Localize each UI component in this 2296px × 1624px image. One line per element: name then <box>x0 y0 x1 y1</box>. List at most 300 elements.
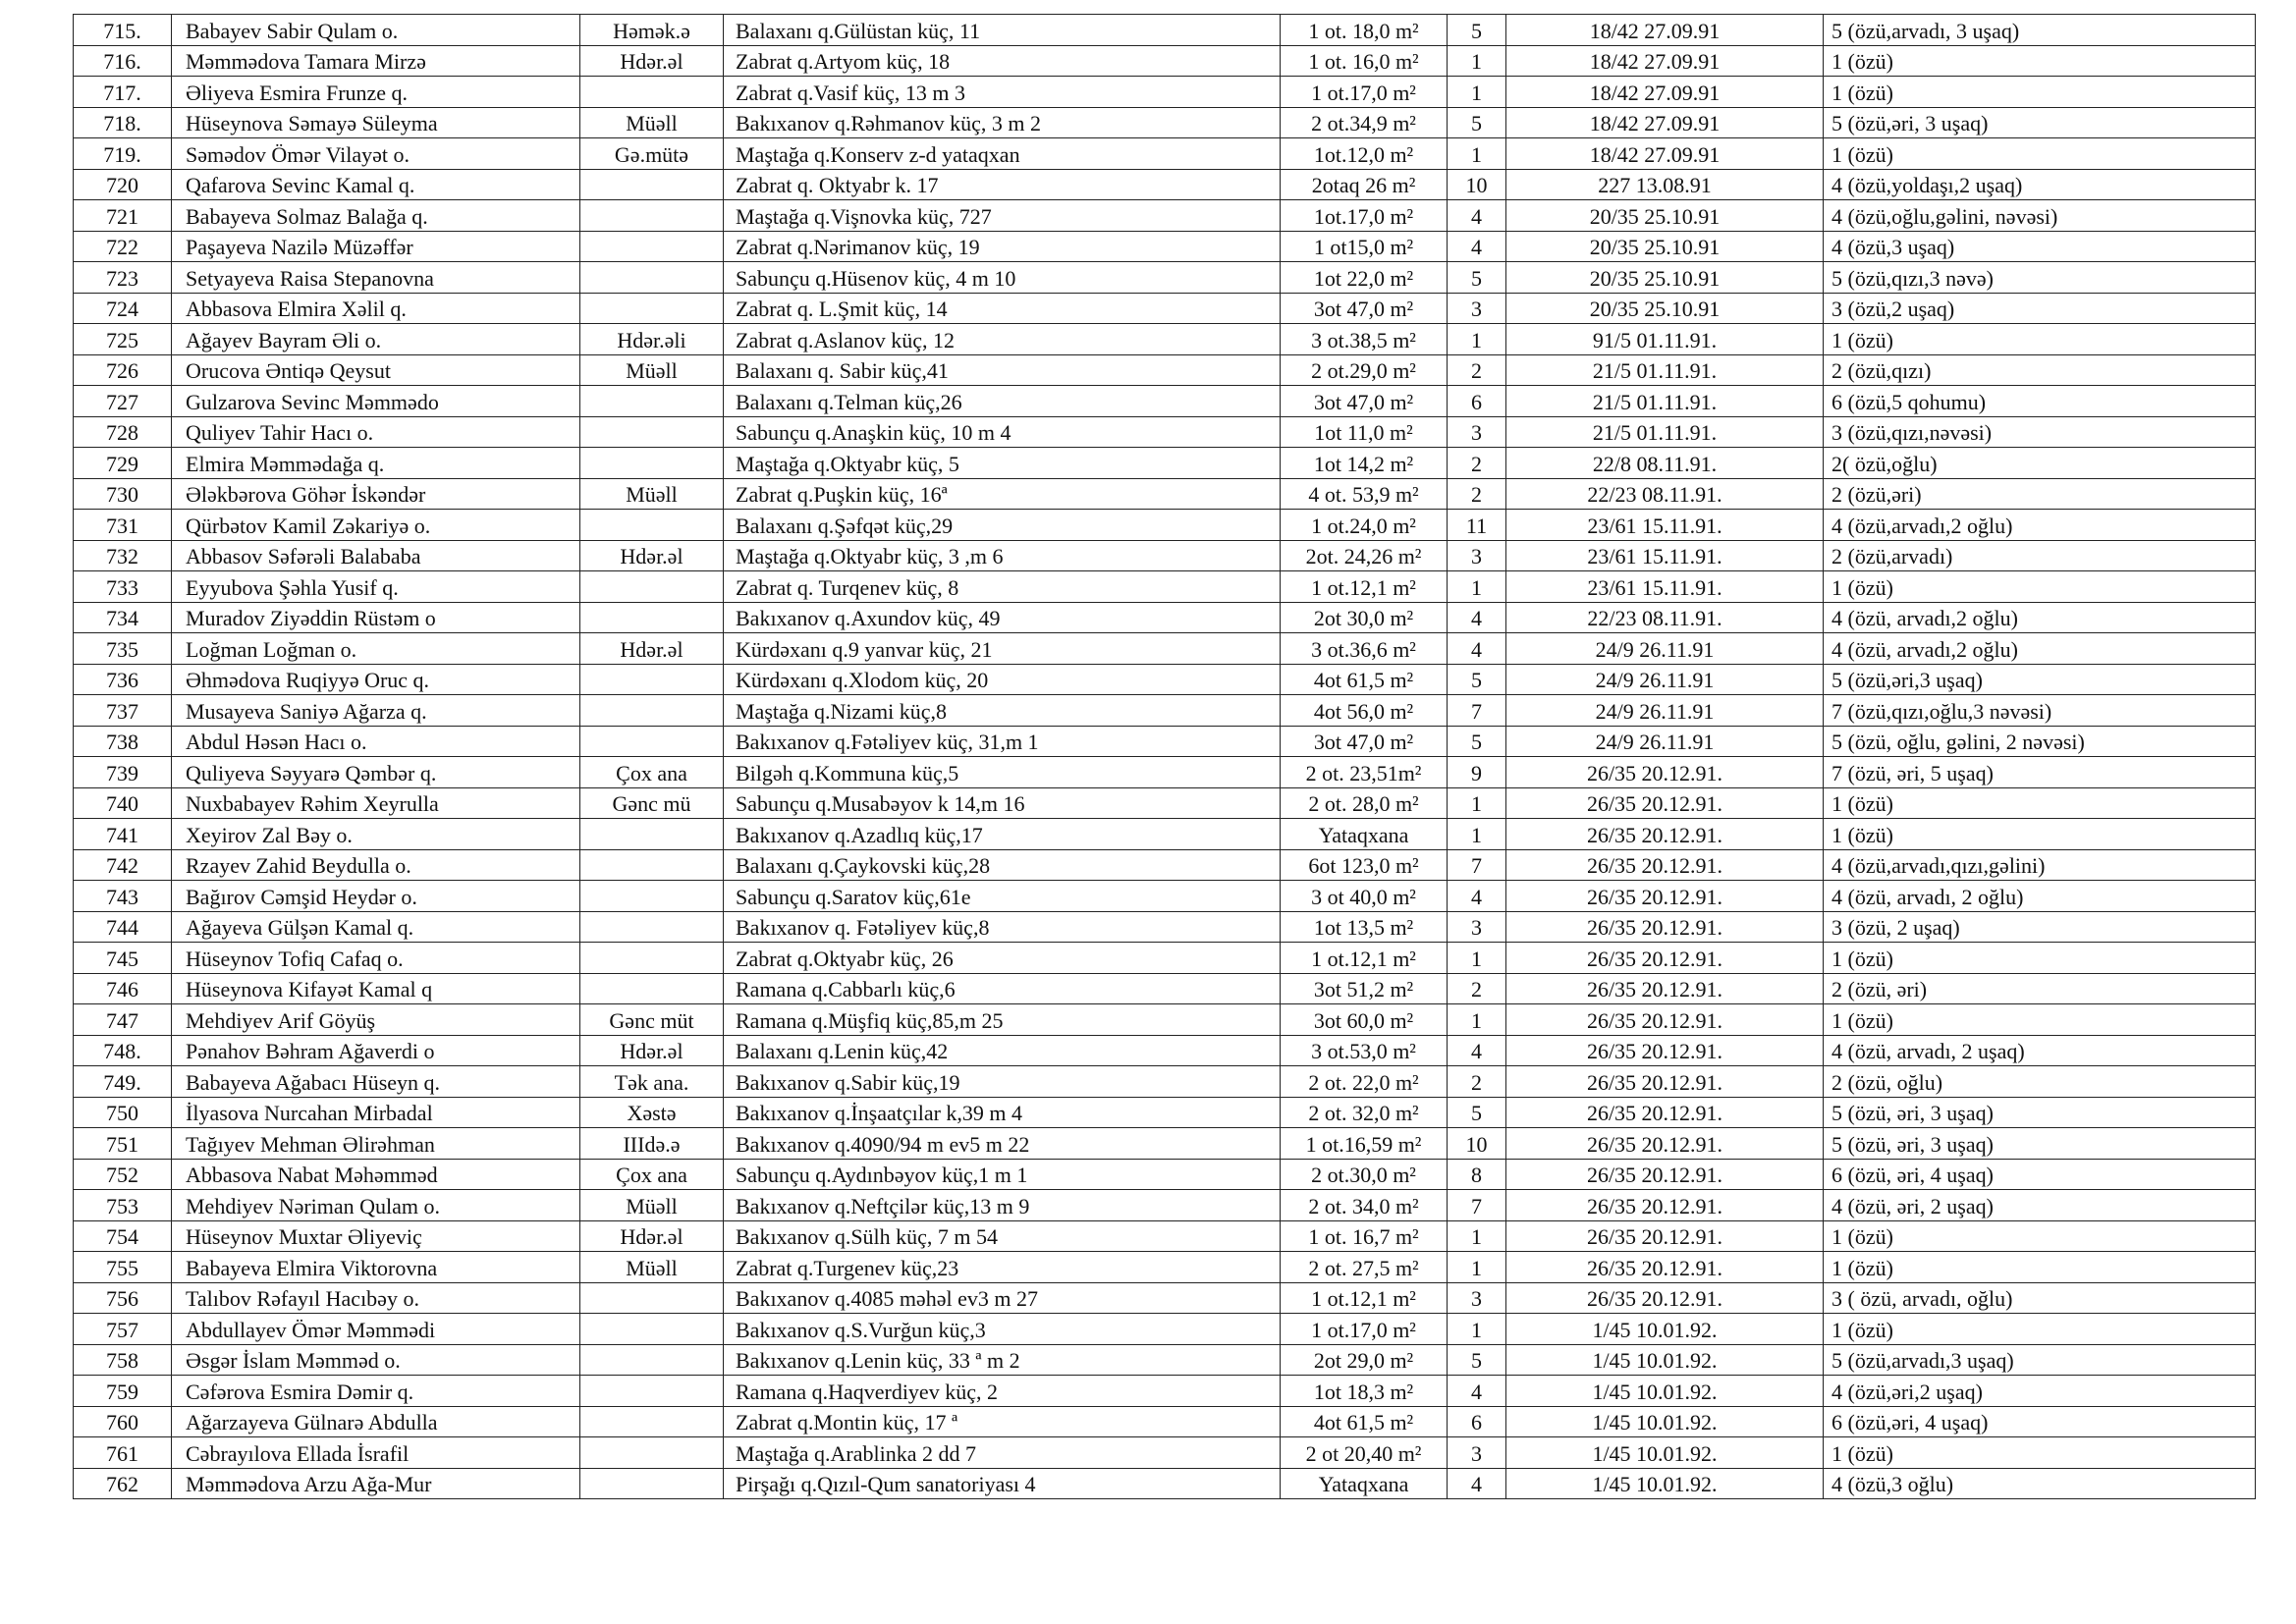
table-row <box>74 911 2256 943</box>
person-name-cell: Hüseynov Tofiq Cafaq o. <box>172 943 580 974</box>
household-count-cell: 4 <box>1448 1035 1506 1066</box>
category-cell <box>580 571 724 603</box>
person-name-cell: Babayeva Solmaz Balağa q. <box>172 200 580 232</box>
row-number-cell: 758 <box>74 1344 172 1376</box>
table-row <box>74 200 2256 232</box>
decision-date-cell: 1/45 10.01.92. <box>1506 1437 1824 1469</box>
row-number-cell: 757 <box>74 1314 172 1345</box>
person-name-cell: Orucova Əntiqə Qeysut <box>172 354 580 386</box>
category-cell <box>580 726 724 757</box>
living-area-cell: Yataqxana <box>1281 819 1448 850</box>
row-number-cell: 719. <box>74 138 172 170</box>
family-composition-cell: 1 (özü) <box>1824 324 2256 355</box>
decision-date-cell: 26/35 20.12.91. <box>1506 757 1824 788</box>
household-count-cell: 4 <box>1448 633 1506 665</box>
person-name-cell: Musayeva Saniyə Ağarza q. <box>172 695 580 727</box>
row-number-cell: 722 <box>74 231 172 262</box>
row-number-cell: 744 <box>74 911 172 943</box>
category-cell <box>580 1406 724 1437</box>
person-name-cell: İlyasova Nurcahan Mirbadal <box>172 1097 580 1128</box>
person-name-cell: Tağıyev Mehman Əlirəhman <box>172 1128 580 1160</box>
decision-date-cell: 26/35 20.12.91. <box>1506 1128 1824 1160</box>
family-composition-cell: 7 (özü, əri, 5 uşaq) <box>1824 757 2256 788</box>
address-cell: Bakıxanov q.Axundov küç, 49 <box>724 602 1281 633</box>
decision-date-cell: 24/9 26.11.91 <box>1506 726 1824 757</box>
category-cell <box>580 911 724 943</box>
housing-waitlist-page <box>73 14 2255 1499</box>
household-count-cell: 3 <box>1448 293 1506 324</box>
category-cell <box>580 231 724 262</box>
person-name-cell: Qafarova Sevinc Kamal q. <box>172 169 580 200</box>
family-composition-cell: 4 (özü,3 uşaq) <box>1824 231 2256 262</box>
address-cell: Zabrat q.Nərimanov küç, 19 <box>724 231 1281 262</box>
address-cell: Ramana q.Cabbarlı küç,6 <box>724 973 1281 1004</box>
table-row <box>74 293 2256 324</box>
row-number-cell: 723 <box>74 262 172 294</box>
household-count-cell: 7 <box>1448 1190 1506 1221</box>
household-count-cell: 1 <box>1448 1220 1506 1252</box>
decision-date-cell: 22/23 08.11.91. <box>1506 602 1824 633</box>
row-number-cell: 727 <box>74 386 172 417</box>
family-composition-cell: 2 (özü,arvadı) <box>1824 540 2256 571</box>
person-name-cell: Rzayev Zahid Beydulla o. <box>172 849 580 881</box>
living-area-cell: 1ot 18,3 m² <box>1281 1376 1448 1407</box>
living-area-cell: 2ot 30,0 m² <box>1281 602 1448 633</box>
household-count-cell: 1 <box>1448 1004 1506 1036</box>
person-name-cell: Əsgər İslam Məmməd o. <box>172 1344 580 1376</box>
category-cell: Hdər.əl <box>580 633 724 665</box>
living-area-cell: 3 ot.36,6 m² <box>1281 633 1448 665</box>
person-name-cell: Məmmədova Tamara Mirzə <box>172 45 580 77</box>
row-number-cell: 718. <box>74 107 172 138</box>
table-row <box>74 1282 2256 1314</box>
address-cell: Maştağa q.Konserv z-d yataqxan <box>724 138 1281 170</box>
household-count-cell: 5 <box>1448 15 1506 46</box>
decision-date-cell: 26/35 20.12.91. <box>1506 1035 1824 1066</box>
person-name-cell: Hüseynov Muxtar Əliyeviç <box>172 1220 580 1252</box>
living-area-cell: 3ot 47,0 m² <box>1281 386 1448 417</box>
person-name-cell: Bağırov Cəmşid Heydər o. <box>172 881 580 912</box>
living-area-cell: 2 ot.34,9 m² <box>1281 107 1448 138</box>
address-cell: Maştağa q.Nizami küç,8 <box>724 695 1281 727</box>
category-cell: Çox ana <box>580 757 724 788</box>
table-row <box>74 324 2256 355</box>
address-cell: Bakıxanov q.4090/94 m ev5 m 22 <box>724 1128 1281 1160</box>
category-cell: Hdər.əl <box>580 540 724 571</box>
household-count-cell: 4 <box>1448 1468 1506 1499</box>
family-composition-cell: 3 (özü, 2 uşaq) <box>1824 911 2256 943</box>
row-number-cell: 749. <box>74 1066 172 1098</box>
address-cell: Bakıxanov q.Sabir küç,19 <box>724 1066 1281 1098</box>
table-row <box>74 1344 2256 1376</box>
household-count-cell: 1 <box>1448 787 1506 819</box>
family-composition-cell: 1 (özü) <box>1824 1437 2256 1469</box>
category-cell <box>580 695 724 727</box>
housing-waitlist-table <box>73 14 2256 1499</box>
household-count-cell: 6 <box>1448 1406 1506 1437</box>
address-cell: Pirşağı q.Qızıl-Qum sanatoriyası 4 <box>724 1468 1281 1499</box>
table-row <box>74 881 2256 912</box>
table-row <box>74 1252 2256 1283</box>
row-number-cell: 752 <box>74 1159 172 1190</box>
table-row <box>74 787 2256 819</box>
decision-date-cell: 26/35 20.12.91. <box>1506 1004 1824 1036</box>
living-area-cell: Yataqxana <box>1281 1468 1448 1499</box>
table-row <box>74 77 2256 108</box>
decision-date-cell: 23/61 15.11.91. <box>1506 540 1824 571</box>
household-count-cell: 1 <box>1448 138 1506 170</box>
row-number-cell: 761 <box>74 1437 172 1469</box>
decision-date-cell: 20/35 25.10.91 <box>1506 293 1824 324</box>
household-count-cell: 2 <box>1448 354 1506 386</box>
person-name-cell: Səmədov Ömər Vilayət o. <box>172 138 580 170</box>
family-composition-cell: 2 (özü, oğlu) <box>1824 1066 2256 1098</box>
living-area-cell: 3ot 47,0 m² <box>1281 293 1448 324</box>
person-name-cell: Mehdiyev Arif Göyüş <box>172 1004 580 1036</box>
family-composition-cell: 1 (özü) <box>1824 819 2256 850</box>
family-composition-cell: 6 (özü, əri, 4 uşaq) <box>1824 1159 2256 1190</box>
household-count-cell: 7 <box>1448 695 1506 727</box>
table-row <box>74 169 2256 200</box>
category-cell <box>580 510 724 541</box>
family-composition-cell: 2 (özü,qızı) <box>1824 354 2256 386</box>
row-number-cell: 754 <box>74 1220 172 1252</box>
living-area-cell: 2ot. 24,26 m² <box>1281 540 1448 571</box>
row-number-cell: 741 <box>74 819 172 850</box>
category-cell: Müəll <box>580 1190 724 1221</box>
household-count-cell: 1 <box>1448 324 1506 355</box>
table-row <box>74 1437 2256 1469</box>
family-composition-cell: 4 (özü, arvadı, 2 uşaq) <box>1824 1035 2256 1066</box>
table-row <box>74 943 2256 974</box>
address-cell: Zabrat q.Puşkin küç, 16ª <box>724 478 1281 510</box>
living-area-cell: 2 ot. 28,0 m² <box>1281 787 1448 819</box>
category-cell <box>580 664 724 695</box>
family-composition-cell: 2( özü,oğlu) <box>1824 448 2256 479</box>
decision-date-cell: 18/42 27.09.91 <box>1506 45 1824 77</box>
address-cell: Zabrat q.Artyom küç, 18 <box>724 45 1281 77</box>
table-row <box>74 849 2256 881</box>
address-cell: Balaxanı q.Telman küç,26 <box>724 386 1281 417</box>
row-number-cell: 738 <box>74 726 172 757</box>
person-name-cell: Qürbətov Kamil Zəkariyə o. <box>172 510 580 541</box>
family-composition-cell: 4 (özü,əri,2 uşaq) <box>1824 1376 2256 1407</box>
category-cell <box>580 973 724 1004</box>
family-composition-cell: 7 (özü,qızı,oğlu,3 nəvəsi) <box>1824 695 2256 727</box>
address-cell: Sabunçu q.Saratov küç,61e <box>724 881 1281 912</box>
category-cell <box>580 881 724 912</box>
living-area-cell: 1ot.17,0 m² <box>1281 200 1448 232</box>
living-area-cell: 2otaq 26 m² <box>1281 169 1448 200</box>
family-composition-cell: 4 (özü,oğlu,gəlini, nəvəsi) <box>1824 200 2256 232</box>
row-number-cell: 759 <box>74 1376 172 1407</box>
category-cell <box>580 1344 724 1376</box>
address-cell: Maştağa q.Oktyabr küç, 5 <box>724 448 1281 479</box>
decision-date-cell: 26/35 20.12.91. <box>1506 1220 1824 1252</box>
family-composition-cell: 1 (özü) <box>1824 1314 2256 1345</box>
household-count-cell: 1 <box>1448 45 1506 77</box>
family-composition-cell: 1 (özü) <box>1824 138 2256 170</box>
decision-date-cell: 20/35 25.10.91 <box>1506 262 1824 294</box>
household-count-cell: 5 <box>1448 107 1506 138</box>
living-area-cell: 1 ot. 16,7 m² <box>1281 1220 1448 1252</box>
table-row <box>74 262 2256 294</box>
decision-date-cell: 1/45 10.01.92. <box>1506 1468 1824 1499</box>
family-composition-cell: 5 (özü,əri, 3 uşaq) <box>1824 107 2256 138</box>
family-composition-cell: 5 (özü,arvadı,3 uşaq) <box>1824 1344 2256 1376</box>
category-cell: Hdər.əli <box>580 324 724 355</box>
person-name-cell: Cəfərova Esmira Dəmir q. <box>172 1376 580 1407</box>
living-area-cell: 2 ot. 22,0 m² <box>1281 1066 1448 1098</box>
person-name-cell: Elmira Məmmədağa q. <box>172 448 580 479</box>
person-name-cell: Pənahov Bəhram Ağaverdi o <box>172 1035 580 1066</box>
family-composition-cell: 6 (özü,5 qohumu) <box>1824 386 2256 417</box>
person-name-cell: Hüseynova Səmayə Süleyma <box>172 107 580 138</box>
person-name-cell: Cəbrayılova Ellada İsrafil <box>172 1437 580 1469</box>
address-cell: Kürdəxanı q.9 yanvar küç, 21 <box>724 633 1281 665</box>
category-cell <box>580 169 724 200</box>
row-number-cell: 742 <box>74 849 172 881</box>
table-row <box>74 695 2256 727</box>
address-cell: Balaxanı q.Lenin küç,42 <box>724 1035 1281 1066</box>
address-cell: Balaxanı q.Şəfqət küç,29 <box>724 510 1281 541</box>
table-row <box>74 1314 2256 1345</box>
address-cell: Balaxanı q.Çaykovski küç,28 <box>724 849 1281 881</box>
row-number-cell: 743 <box>74 881 172 912</box>
household-count-cell: 1 <box>1448 77 1506 108</box>
address-cell: Bakıxanov q.Rəhmanov küç, 3 m 2 <box>724 107 1281 138</box>
address-cell: Bakıxanov q.Lenin küç, 33 ª m 2 <box>724 1344 1281 1376</box>
person-name-cell: Eyyubova Şəhla Yusif q. <box>172 571 580 603</box>
row-number-cell: 756 <box>74 1282 172 1314</box>
living-area-cell: 1ot 13,5 m² <box>1281 911 1448 943</box>
row-number-cell: 735 <box>74 633 172 665</box>
row-number-cell: 731 <box>74 510 172 541</box>
living-area-cell: 1 ot.12,1 m² <box>1281 571 1448 603</box>
table-row <box>74 138 2256 170</box>
decision-date-cell: 18/42 27.09.91 <box>1506 15 1824 46</box>
family-composition-cell: 1 (özü) <box>1824 943 2256 974</box>
household-count-cell: 2 <box>1448 448 1506 479</box>
family-composition-cell: 4 (özü, əri, 2 uşaq) <box>1824 1190 2256 1221</box>
living-area-cell: 1 ot.12,1 m² <box>1281 943 1448 974</box>
living-area-cell: 6ot 123,0 m² <box>1281 849 1448 881</box>
address-cell: Sabunçu q.Hüsenov küç, 4 m 10 <box>724 262 1281 294</box>
family-composition-cell: 4 (özü, arvadı, 2 oğlu) <box>1824 881 2256 912</box>
address-cell: Bakıxanov q. Fətəliyev küç,8 <box>724 911 1281 943</box>
category-cell <box>580 1314 724 1345</box>
family-composition-cell: 4 (özü,arvadı,2 oğlu) <box>1824 510 2256 541</box>
household-count-cell: 6 <box>1448 386 1506 417</box>
table-row <box>74 1004 2256 1036</box>
living-area-cell: 4ot 61,5 m² <box>1281 1406 1448 1437</box>
living-area-cell: 4ot 61,5 m² <box>1281 664 1448 695</box>
category-cell: Müəll <box>580 107 724 138</box>
family-composition-cell: 1 (özü) <box>1824 571 2256 603</box>
address-cell: Zabrat q.Aslanov küç, 12 <box>724 324 1281 355</box>
decision-date-cell: 20/35 25.10.91 <box>1506 231 1824 262</box>
person-name-cell: Gulzarova Sevinc Məmmədo <box>172 386 580 417</box>
address-cell: Zabrat q.Montin küç, 17 ª <box>724 1406 1281 1437</box>
family-composition-cell: 3 (özü,qızı,nəvəsi) <box>1824 416 2256 448</box>
family-composition-cell: 4 (özü,arvadı,qızı,gəlini) <box>1824 849 2256 881</box>
decision-date-cell: 26/35 20.12.91. <box>1506 943 1824 974</box>
decision-date-cell: 26/35 20.12.91. <box>1506 1097 1824 1128</box>
address-cell: Bakıxanov q.İnşaatçılar k,39 m 4 <box>724 1097 1281 1128</box>
living-area-cell: 1ot 22,0 m² <box>1281 262 1448 294</box>
table-row <box>74 15 2256 46</box>
living-area-cell: 1ot 14,2 m² <box>1281 448 1448 479</box>
address-cell: Bakıxanov q.Fətəliyev küç, 31,m 1 <box>724 726 1281 757</box>
living-area-cell: 1ot.12,0 m² <box>1281 138 1448 170</box>
address-cell: Zabrat q. L.Şmit küç, 14 <box>724 293 1281 324</box>
living-area-cell: 1 ot.12,1 m² <box>1281 1282 1448 1314</box>
decision-date-cell: 22/23 08.11.91. <box>1506 478 1824 510</box>
household-count-cell: 1 <box>1448 819 1506 850</box>
living-area-cell: 2 ot. 27,5 m² <box>1281 1252 1448 1283</box>
row-number-cell: 729 <box>74 448 172 479</box>
household-count-cell: 8 <box>1448 1159 1506 1190</box>
category-cell: Hdər.əl <box>580 1220 724 1252</box>
living-area-cell: 4ot 56,0 m² <box>1281 695 1448 727</box>
decision-date-cell: 26/35 20.12.91. <box>1506 787 1824 819</box>
row-number-cell: 762 <box>74 1468 172 1499</box>
address-cell: Zabrat q.Oktyabr küç, 26 <box>724 943 1281 974</box>
address-cell: Zabrat q.Turgenev küç,23 <box>724 1252 1281 1283</box>
address-cell: Zabrat q.Vasif küç, 13 m 3 <box>724 77 1281 108</box>
table-row <box>74 478 2256 510</box>
row-number-cell: 747 <box>74 1004 172 1036</box>
row-number-cell: 736 <box>74 664 172 695</box>
category-cell: Müəll <box>580 354 724 386</box>
living-area-cell: 3ot 60,0 m² <box>1281 1004 1448 1036</box>
category-cell <box>580 819 724 850</box>
category-cell <box>580 416 724 448</box>
living-area-cell: 3 ot 40,0 m² <box>1281 881 1448 912</box>
row-number-cell: 760 <box>74 1406 172 1437</box>
row-number-cell: 755 <box>74 1252 172 1283</box>
table-row <box>74 1190 2256 1221</box>
decision-date-cell: 91/5 01.11.91. <box>1506 324 1824 355</box>
table-row <box>74 448 2256 479</box>
person-name-cell: Ağayev Bayram Əli o. <box>172 324 580 355</box>
living-area-cell: 2ot 29,0 m² <box>1281 1344 1448 1376</box>
decision-date-cell: 26/35 20.12.91. <box>1506 973 1824 1004</box>
household-count-cell: 10 <box>1448 169 1506 200</box>
living-area-cell: 1ot 11,0 m² <box>1281 416 1448 448</box>
decision-date-cell: 227 13.08.91 <box>1506 169 1824 200</box>
family-composition-cell: 4 (özü, arvadı,2 oğlu) <box>1824 602 2256 633</box>
table-row <box>74 1128 2256 1160</box>
living-area-cell: 1 ot.16,59 m² <box>1281 1128 1448 1160</box>
family-composition-cell: 4 (özü,3 oğlu) <box>1824 1468 2256 1499</box>
category-cell: Gə.mütə <box>580 138 724 170</box>
decision-date-cell: 26/35 20.12.91. <box>1506 881 1824 912</box>
decision-date-cell: 1/45 10.01.92. <box>1506 1344 1824 1376</box>
category-cell: IIIdə.ə <box>580 1128 724 1160</box>
table-row <box>74 1035 2256 1066</box>
category-cell <box>580 1468 724 1499</box>
household-count-cell: 5 <box>1448 1344 1506 1376</box>
address-cell: Zabrat q. Oktyabr k. 17 <box>724 169 1281 200</box>
decision-date-cell: 18/42 27.09.91 <box>1506 138 1824 170</box>
household-count-cell: 3 <box>1448 911 1506 943</box>
person-name-cell: Paşayeva Nazilə Müzəffər <box>172 231 580 262</box>
decision-date-cell: 26/35 20.12.91. <box>1506 911 1824 943</box>
decision-date-cell: 21/5 01.11.91. <box>1506 416 1824 448</box>
table-row <box>74 354 2256 386</box>
category-cell: Çox ana <box>580 1159 724 1190</box>
category-cell: Hdər.əl <box>580 45 724 77</box>
category-cell <box>580 448 724 479</box>
address-cell: Bakıxanov q.S.Vurğun küç,3 <box>724 1314 1281 1345</box>
person-name-cell: Abbasova Nabat Məhəmməd <box>172 1159 580 1190</box>
row-number-cell: 746 <box>74 973 172 1004</box>
living-area-cell: 2 ot 20,40 m² <box>1281 1437 1448 1469</box>
family-composition-cell: 3 ( özü, arvadı, oğlu) <box>1824 1282 2256 1314</box>
household-count-cell: 3 <box>1448 416 1506 448</box>
decision-date-cell: 26/35 20.12.91. <box>1506 849 1824 881</box>
table-row <box>74 231 2256 262</box>
decision-date-cell: 18/42 27.09.91 <box>1506 77 1824 108</box>
decision-date-cell: 1/45 10.01.92. <box>1506 1376 1824 1407</box>
household-count-cell: 4 <box>1448 602 1506 633</box>
table-row <box>74 1406 2256 1437</box>
household-count-cell: 7 <box>1448 849 1506 881</box>
household-count-cell: 9 <box>1448 757 1506 788</box>
household-count-cell: 4 <box>1448 231 1506 262</box>
household-count-cell: 2 <box>1448 478 1506 510</box>
table-row <box>74 819 2256 850</box>
family-composition-cell: 2 (özü,əri) <box>1824 478 2256 510</box>
table-row <box>74 1097 2256 1128</box>
person-name-cell: Setyayeva Raisa Stepanovna <box>172 262 580 294</box>
family-composition-cell: 5 (özü, oğlu, gəlini, 2 nəvəsi) <box>1824 726 2256 757</box>
family-composition-cell: 2 (özü, əri) <box>1824 973 2256 1004</box>
person-name-cell: Xeyirov Zal Bəy o. <box>172 819 580 850</box>
family-composition-cell: 5 (özü,arvadı, 3 uşaq) <box>1824 15 2256 46</box>
person-name-cell: Əliyeva Esmira Frunze q. <box>172 77 580 108</box>
address-cell: Kürdəxanı q.Xlodom küç, 20 <box>724 664 1281 695</box>
category-cell <box>580 602 724 633</box>
category-cell <box>580 943 724 974</box>
family-composition-cell: 1 (özü) <box>1824 1220 2256 1252</box>
table-row <box>74 386 2256 417</box>
living-area-cell: 1 ot. 16,0 m² <box>1281 45 1448 77</box>
table-body <box>74 15 2256 1499</box>
row-number-cell: 730 <box>74 478 172 510</box>
row-number-cell: 725 <box>74 324 172 355</box>
person-name-cell: Hüseynova Kifayət Kamal q <box>172 973 580 1004</box>
living-area-cell: 3ot 51,2 m² <box>1281 973 1448 1004</box>
living-area-cell: 2 ot.30,0 m² <box>1281 1159 1448 1190</box>
table-row <box>74 664 2256 695</box>
row-number-cell: 748. <box>74 1035 172 1066</box>
decision-date-cell: 1/45 10.01.92. <box>1506 1406 1824 1437</box>
person-name-cell: Talıbov Rəfayıl Hacıbəy o. <box>172 1282 580 1314</box>
living-area-cell: 2 ot. 32,0 m² <box>1281 1097 1448 1128</box>
address-cell: Bilgəh q.Kommuna küç,5 <box>724 757 1281 788</box>
category-cell <box>580 293 724 324</box>
decision-date-cell: 22/8 08.11.91. <box>1506 448 1824 479</box>
person-name-cell: Quliyeva Səyyarə Qəmbər q. <box>172 757 580 788</box>
household-count-cell: 3 <box>1448 1282 1506 1314</box>
person-name-cell: Quliyev Tahir Hacı o. <box>172 416 580 448</box>
household-count-cell: 11 <box>1448 510 1506 541</box>
category-cell: Müəll <box>580 478 724 510</box>
living-area-cell: 3 ot.53,0 m² <box>1281 1035 1448 1066</box>
category-cell <box>580 386 724 417</box>
